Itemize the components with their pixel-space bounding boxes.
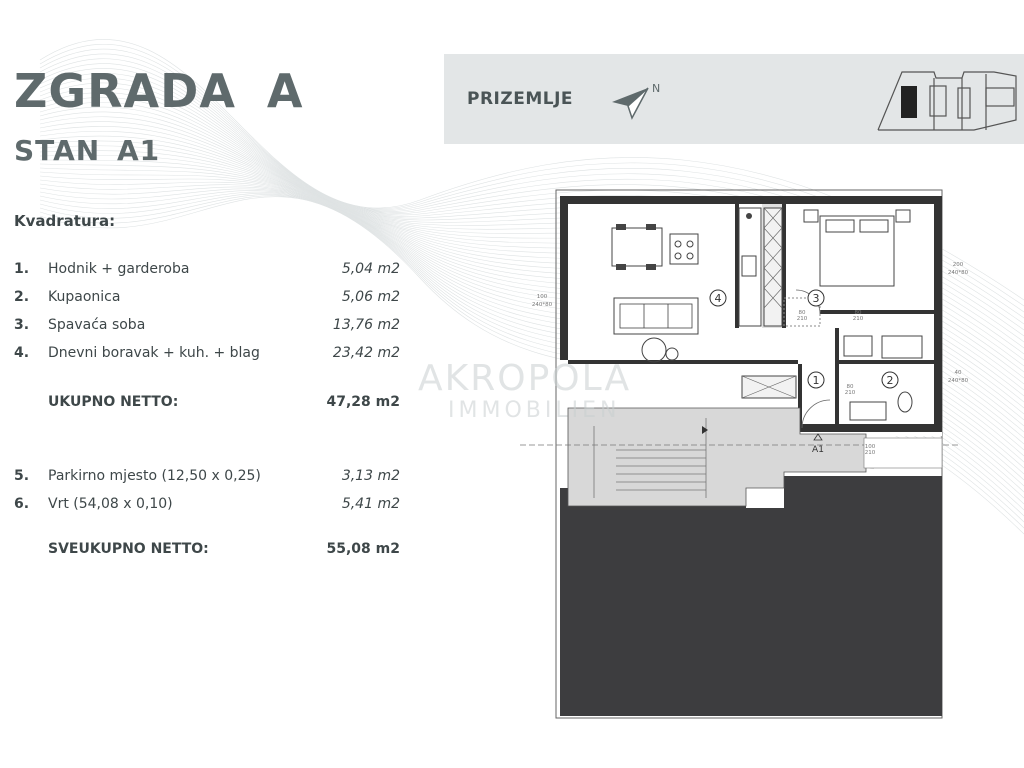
room-name: Dnevni boravak + kuh. + blag [48, 345, 260, 361]
room-number: 4. [14, 345, 30, 361]
room-area: 23,42 m2 [332, 345, 400, 361]
room-name: Kupaonica [48, 289, 121, 305]
door-dim-entry: 100 [864, 444, 876, 450]
room-area: 5,04 m2 [341, 261, 400, 277]
net-total-value: 47,28 m2 [326, 394, 400, 410]
door-dim-b-height: 210 [844, 390, 856, 396]
room-name: Spavaća soba [48, 317, 146, 333]
room-label-1: 1 [812, 374, 820, 387]
room-name: Hodnik + garderoba [48, 261, 190, 277]
room-row [14, 317, 400, 337]
door-dim-b: 80 [846, 384, 854, 390]
window-dim-left: 100 [536, 294, 548, 300]
window-dim-right-low-size: 240*80 [947, 378, 969, 384]
room-label-4: 4 [714, 292, 722, 305]
extra-number: 6. [14, 496, 30, 512]
garden-area [560, 476, 942, 716]
watermark-line1: AKROPOLA [418, 358, 632, 399]
door-dim-a-height: 210 [796, 316, 808, 322]
grand-total-row [14, 541, 400, 561]
floor-banner [444, 54, 1024, 144]
net-total-row [14, 394, 400, 414]
building-title: ZGRADA A [14, 64, 304, 118]
room-row [14, 289, 400, 309]
extra-row [14, 496, 400, 516]
room-row [14, 261, 400, 281]
extra-area: 5,41 m2 [341, 496, 400, 512]
area-heading: Kvadratura: [14, 212, 116, 230]
extra-name: Vrt (54,08 x 0,10) [48, 496, 173, 512]
window-dim-right: 200 [952, 262, 964, 268]
extra-name: Parkirno mjesto (12,50 x 0,25) [48, 468, 261, 484]
door-dim-entry-height: 210 [864, 450, 876, 456]
room-number: 1. [14, 261, 30, 277]
door-dim-c: 80 [854, 310, 862, 316]
room-number: 3. [14, 317, 30, 333]
door-dim-a: 80 [798, 310, 806, 316]
grand-total-label: SVEUKUPNO NETTO: [48, 541, 209, 557]
apartment-title: STAN A1 [14, 134, 161, 167]
net-total-label: UKUPNO NETTO: [48, 394, 179, 410]
room-number: 2. [14, 289, 30, 305]
extra-row [14, 468, 400, 488]
compass-north-label: N [652, 82, 661, 95]
room-row [14, 345, 400, 365]
room-area: 5,06 m2 [341, 289, 400, 305]
window-dim-left-size: 240*80 [531, 302, 553, 308]
compass-arrow-icon [608, 78, 668, 122]
watermark-line2: IMMOBILIEN [448, 398, 621, 423]
grand-total-value: 55,08 m2 [326, 541, 400, 557]
floor-label: PRIZEMLJE [467, 89, 574, 109]
room-label-3: 3 [812, 292, 820, 305]
door-dim-c-height: 210 [852, 316, 864, 322]
floor-plan [520, 188, 969, 728]
entrance-label: A1 [812, 445, 824, 455]
extra-area: 3,13 m2 [341, 468, 400, 484]
window-dim-right-size: 240*80 [947, 270, 969, 276]
room-area: 13,76 m2 [332, 317, 400, 333]
room-label-2: 2 [886, 374, 894, 387]
extra-number: 5. [14, 468, 30, 484]
building-key-plan [874, 64, 1019, 136]
window-dim-right-low: 40 [954, 370, 962, 376]
